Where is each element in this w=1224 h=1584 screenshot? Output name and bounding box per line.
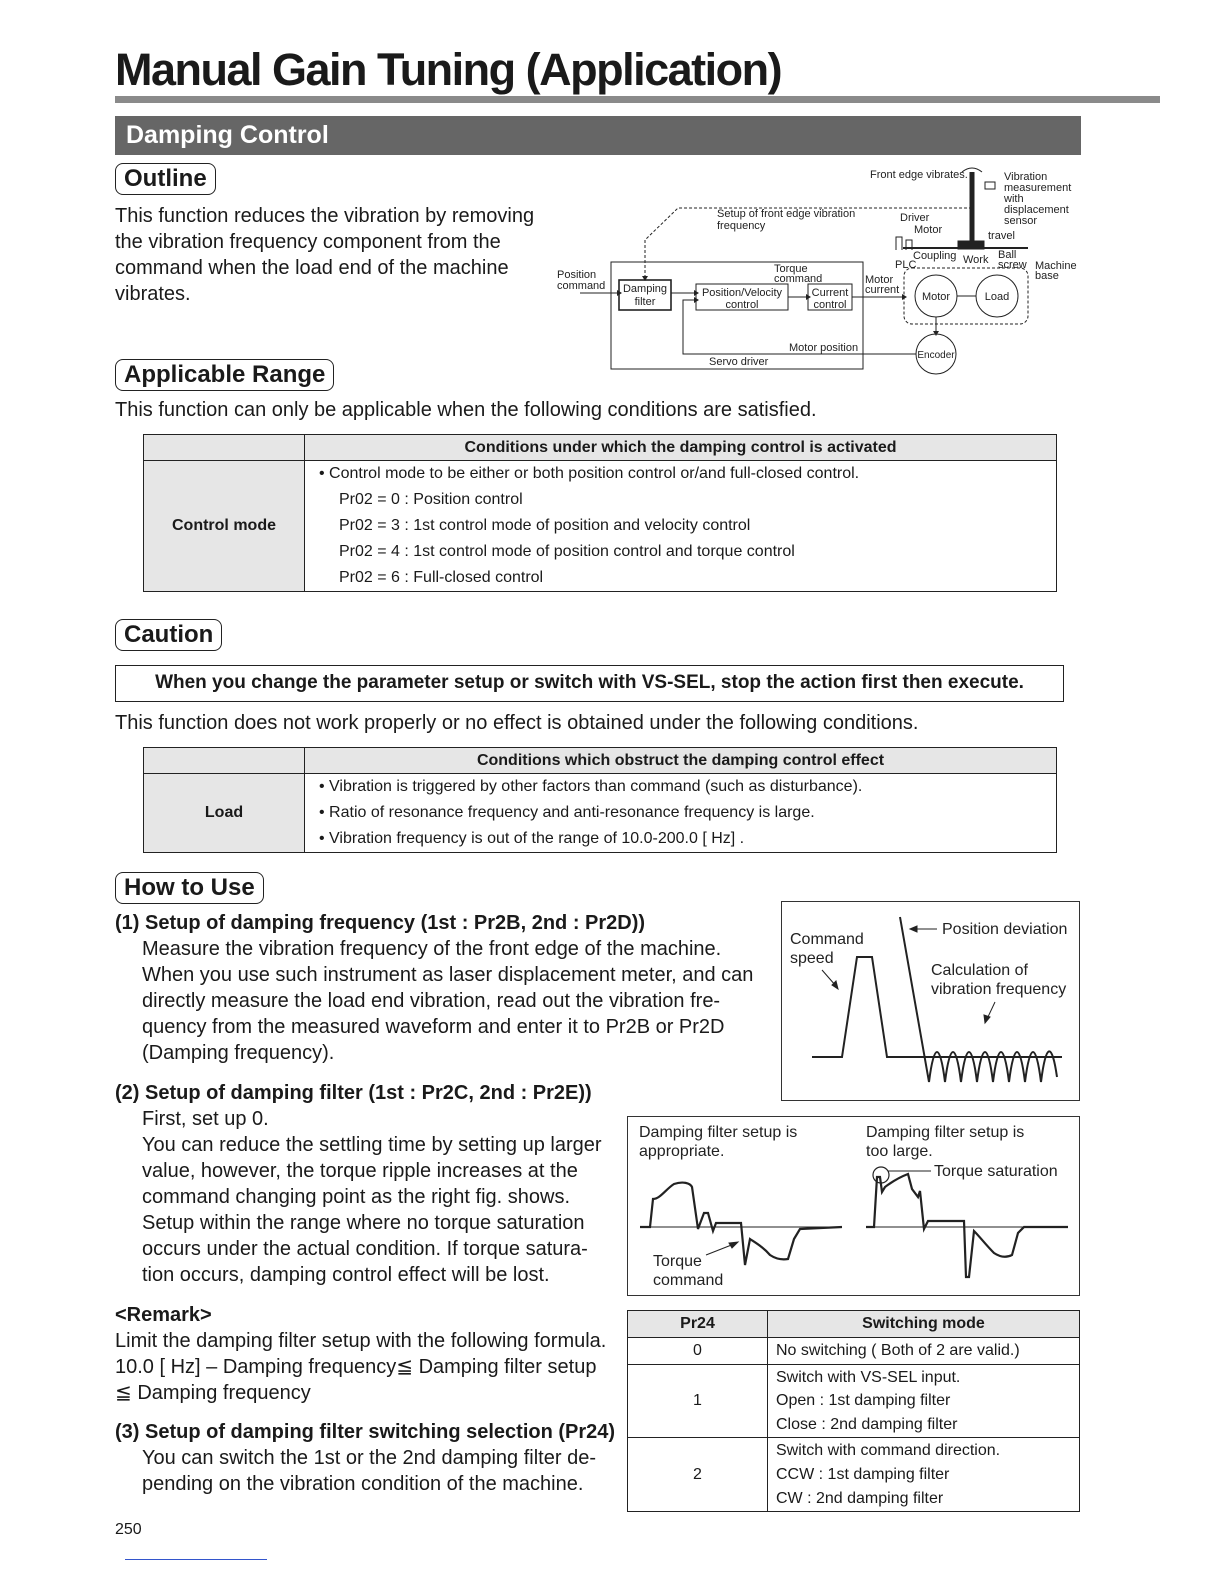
table-row <box>628 1338 1080 1365</box>
pr24-value: 2 <box>628 1438 768 1512</box>
coupling-label: Coupling <box>913 250 957 262</box>
pr24-value: 1 <box>628 1364 768 1438</box>
condition-line: • Vibration frequency is out of the range of 10.0-200.0 [ Hz] . <box>319 830 745 847</box>
caution-row-label: Load <box>144 774 305 853</box>
too-large-torque-curve <box>866 1174 1068 1277</box>
mode-line: Close : 2nd damping filter <box>776 1415 958 1433</box>
condition-line: Pr02 = 0 : Position control <box>339 491 523 508</box>
page-title: Manual Gain Tuning (Application) <box>115 44 782 95</box>
title-rule <box>115 96 1160 103</box>
motor-label: Motor <box>921 291 951 303</box>
caution-box: When you change the parameter setup or switch with VS-SEL, stop the action first then execute. <box>115 665 1064 702</box>
caution-heading: Caution <box>115 619 222 651</box>
step3-title: (3) Setup of damping filter switching selection (Pr24) <box>115 1421 616 1443</box>
step3-line: You can switch the 1st or the 2nd damping filter de- <box>142 1447 596 1469</box>
servo-label: Servo driver <box>709 356 769 368</box>
outline-line: This function reduces the vibration by removing <box>115 205 535 227</box>
remark-line: ≦ Damping frequency <box>115 1382 311 1404</box>
outline-line: the vibration frequency component from the <box>115 231 501 253</box>
caution-intro: This function does not work properly or no effect is obtained under the following conditions. <box>115 712 919 734</box>
step2-line: Setup within the range where no torque saturation <box>142 1212 585 1234</box>
outline-line: command when the load end of the machine <box>115 257 509 279</box>
setup-label: frequency <box>717 220 766 232</box>
mode-line: Open : 1st damping filter <box>776 1392 951 1410</box>
applicable-intro: This function can only be applicable when the following conditions are satisfied. <box>115 399 817 421</box>
step3-text <box>142 1445 612 1497</box>
condition-line: Pr02 = 4 : 1st control mode of position control and torque control <box>339 543 795 560</box>
switching-mode-header: Switching mode <box>768 1311 1080 1338</box>
condition-line: Pr02 = 6 : Full-closed control <box>339 569 544 586</box>
position-deviation-label: Position deviation <box>942 921 1068 938</box>
mode-line: Switch with command direction. <box>776 1442 1001 1460</box>
torque-label: Torque <box>774 263 808 275</box>
work-label: Work <box>963 254 989 266</box>
caution-table-header: Conditions which obstruct the damping control effect <box>305 748 1057 774</box>
ball-label: screw <box>998 259 1027 271</box>
torque-label: command <box>774 273 823 285</box>
command-label: speed <box>790 950 834 967</box>
step2-line: value, however, the torque ripple increases at the <box>142 1160 578 1182</box>
damp-label: Damping <box>622 283 668 295</box>
table-row <box>628 1438 1080 1512</box>
calc-label: vibration frequency <box>931 981 1067 998</box>
step1-line: Measure the vibration frequency of the front edge of the machine. <box>142 938 722 960</box>
saturation-label: Torque saturation <box>934 1163 1058 1180</box>
ok-label: Damping filter setup is <box>639 1124 798 1141</box>
applicable-heading: Applicable Range <box>115 359 334 391</box>
outline-heading: Outline <box>115 163 216 195</box>
step2-line: You can reduce the settling time by setting up larger <box>142 1134 602 1156</box>
command-label: Command <box>790 931 864 948</box>
step3-line: pending on the vibration condition of the machine. <box>142 1473 584 1495</box>
remark-line: 10.0 [ Hz] – Damping frequency≦ Damping filter setup <box>115 1356 597 1378</box>
damping-filter-figure <box>627 1116 1080 1296</box>
mode-line: Switch with VS-SEL input. <box>776 1368 961 1386</box>
step1-line: quency from the measured waveform and enter it to Pr2B or Pr2D <box>142 1016 725 1038</box>
remark-title: <Remark> <box>115 1304 212 1326</box>
pr24-header: Pr24 <box>628 1311 768 1338</box>
ball-label: Ball <box>998 249 1017 261</box>
pv-label: control <box>725 299 759 311</box>
outline-line: vibrates. <box>115 283 191 305</box>
section-banner: Damping Control <box>115 116 1081 155</box>
table-row <box>628 1364 1080 1438</box>
condition-line: Pr02 = 3 : 1st control mode of position and velocity control <box>339 517 751 534</box>
remark-line: Limit the damping filter setup with the following formula. <box>115 1330 607 1352</box>
damp-label: filter <box>634 296 656 308</box>
vibration-frequency-figure <box>781 901 1080 1101</box>
caution-table <box>143 747 1057 853</box>
bad-label: too large. <box>866 1143 933 1160</box>
caution-row-body <box>305 774 1057 853</box>
step2-line: First, set up 0. <box>142 1108 269 1130</box>
motor-top-label: Motor <box>914 224 943 236</box>
driver-label: Driver <box>900 212 930 224</box>
step2-text <box>142 1106 610 1288</box>
vib-label: with <box>1004 193 1024 205</box>
mode-line: No switching ( Both of 2 are valid.) <box>776 1342 1020 1359</box>
front-edge-label: Front edge vibrates. <box>870 169 968 181</box>
mcur-label: Motor <box>865 274 894 286</box>
bad-label: Damping filter setup is <box>866 1124 1025 1141</box>
condition-line: • Vibration is triggered by other factors than command (such as disturbance). <box>319 778 863 795</box>
cur-label: control <box>813 299 847 311</box>
pr24-value: 0 <box>628 1338 768 1365</box>
motor-pos-label: Motor position <box>789 342 859 354</box>
pos-cmd-label: command <box>557 280 606 292</box>
calc-label: Calculation of <box>931 962 1028 979</box>
machine-label: base <box>1035 270 1059 282</box>
plc-label: PLC <box>895 259 917 271</box>
condition-line: • Control mode to be either or both position control or/and full-closed control. <box>319 465 860 482</box>
applicable-table <box>143 434 1057 592</box>
load-label: Load <box>984 291 1010 303</box>
step1-line: (Damping frequency). <box>142 1042 335 1064</box>
damping-system-diagram <box>550 162 1090 380</box>
step1-text <box>142 936 766 1066</box>
page-number: 250 <box>115 1521 142 1538</box>
step2-line: tion occurs, damping control effect will be lost. <box>142 1264 550 1286</box>
pv-label: Position/Velocity <box>701 287 783 299</box>
step1-title: (1) Setup of damping frequency (1st : Pr2B, 2nd : Pr2D)) <box>115 912 646 934</box>
cur-label: Current <box>811 287 849 299</box>
vib-label: displacement <box>1004 204 1069 216</box>
vibration-waveform <box>782 902 1078 1099</box>
step2-line: command changing point as the right fig. shows. <box>142 1186 571 1208</box>
condition-line: • Ratio of resonance frequency and anti-resonance frequency is large. <box>319 804 815 821</box>
pr24-table <box>627 1310 1080 1512</box>
applicable-table-header: Conditions under which the damping control is activated <box>305 435 1057 461</box>
pos-cmd-label: Position <box>557 269 597 281</box>
howto-heading: How to Use <box>115 872 264 904</box>
outline-text <box>115 203 543 307</box>
vib-label: measurement <box>1004 182 1072 194</box>
applicable-row-label: Control mode <box>144 461 305 592</box>
applicable-row-body <box>305 461 1057 592</box>
step1-line: When you use such instrument as laser displacement meter, and can <box>142 964 754 986</box>
vib-label: Vibration <box>1004 171 1048 183</box>
torque-command-label: Torque <box>653 1253 702 1270</box>
torque-command-label: command <box>653 1272 724 1289</box>
mcur-label: current <box>865 284 900 296</box>
machine-label: Machine <box>1035 260 1077 272</box>
setup-label: Setup of front edge vibration <box>717 208 856 220</box>
step2-title: (2) Setup of damping filter (1st : Pr2C, 2nd : Pr2E)) <box>115 1082 592 1104</box>
step1-line: directly measure the load end vibration, read out the vibration fre- <box>142 990 721 1012</box>
mode-line: CW : 2nd damping filter <box>776 1489 944 1507</box>
footer-rule <box>125 1559 267 1560</box>
remark-text <box>115 1328 615 1406</box>
torque-waveforms <box>628 1117 1078 1294</box>
vib-label: sensor <box>1004 215 1038 227</box>
encoder-label: Encoder <box>917 350 955 361</box>
travel-label: travel <box>988 230 1015 242</box>
step2-line: occurs under the actual condition. If torque satura- <box>142 1238 588 1260</box>
ok-label: appropriate. <box>639 1143 725 1160</box>
mode-line: CCW : 1st damping filter <box>776 1465 950 1483</box>
